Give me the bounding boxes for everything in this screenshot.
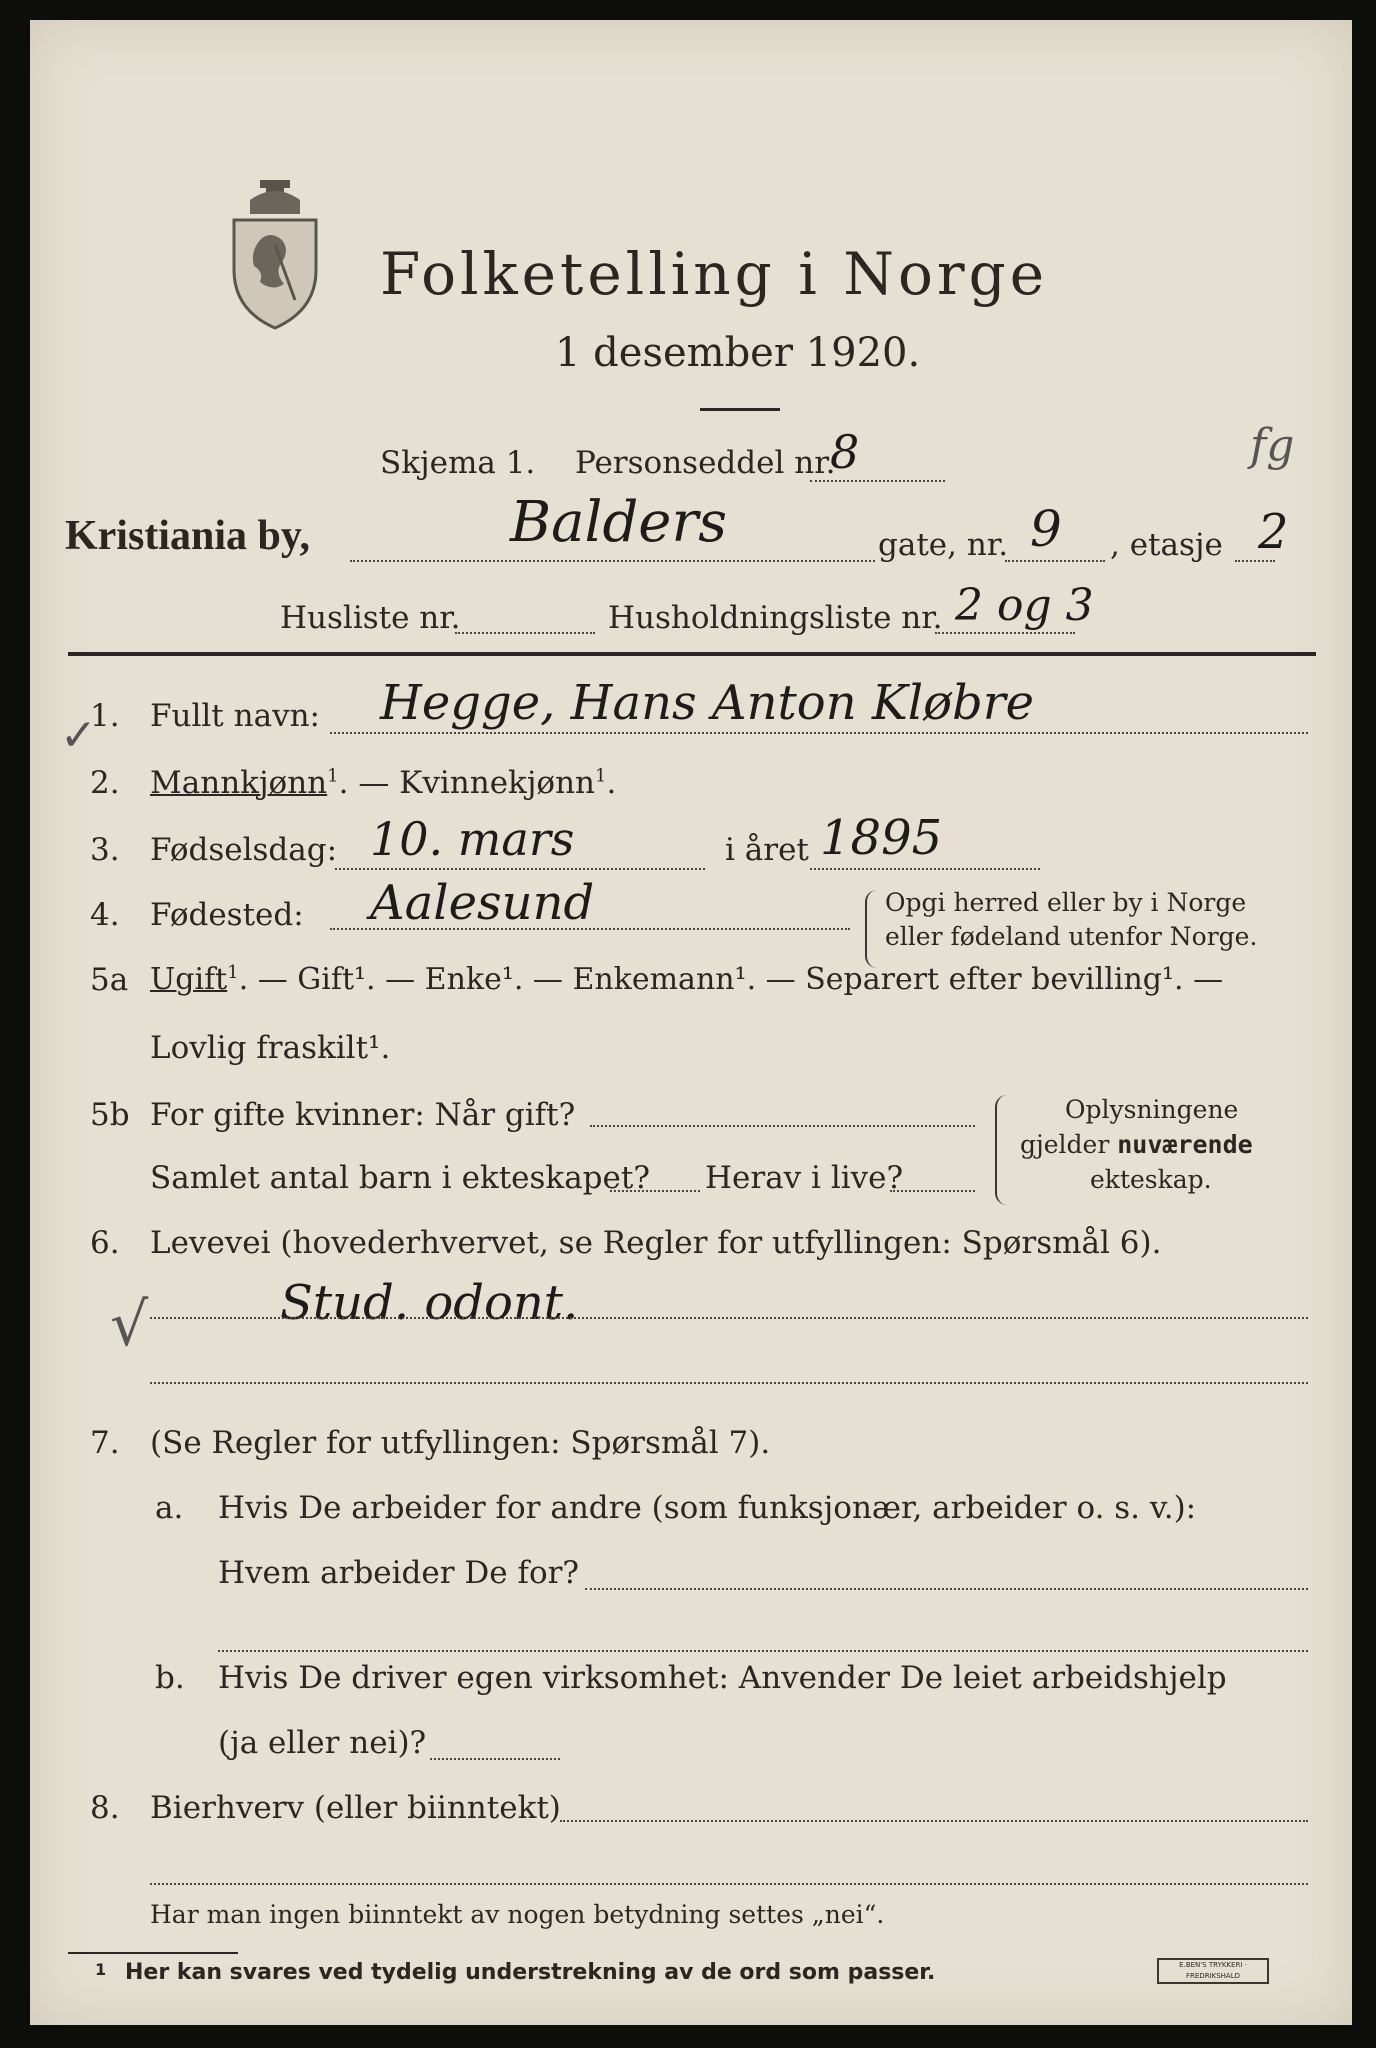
q7a-line-extra — [218, 1650, 1308, 1652]
q6-number: 6. — [90, 1225, 120, 1261]
q1-number: 1. — [90, 698, 120, 734]
q5b-married-line — [590, 1125, 975, 1127]
full-name-value[interactable]: Hegge, Hans Anton Kløbre — [380, 675, 1035, 731]
q2-number: 2. — [90, 765, 120, 801]
husholdning-line — [935, 632, 1075, 634]
q7a-number: a. — [155, 1490, 184, 1526]
option-kvinnekjonn[interactable]: Kvinnekjønn — [399, 765, 596, 801]
q7b-number: b. — [155, 1660, 185, 1696]
header-rule — [68, 652, 1316, 656]
birth-date-value[interactable]: 10. mars — [370, 812, 575, 866]
husholdning-value[interactable]: 2 og 3 — [955, 580, 1094, 631]
coat-of-arms-icon — [220, 170, 330, 330]
q4-note-1: Opgi herred eller by i Norge — [885, 888, 1247, 917]
q5b-children-line — [610, 1190, 700, 1192]
checkmark-icon: √ — [110, 1290, 149, 1360]
street-value[interactable]: Balders — [510, 490, 727, 555]
birth-year-value[interactable]: 1895 — [820, 810, 943, 866]
q3-number: 3. — [90, 832, 120, 868]
etasje-label: , etasje — [1110, 527, 1223, 563]
q7-label: (Se Regler for utfyllingen: Spørsmål 7). — [150, 1425, 771, 1461]
form-title: Folketelling i Norge — [380, 240, 1049, 308]
q1-line — [330, 732, 1308, 734]
q8-label: Bierhverv (eller biinntekt) — [150, 1790, 561, 1826]
q4-brace — [865, 890, 877, 968]
q5b-note-3: ekteskap. — [1090, 1165, 1212, 1194]
q5b-line-2b: Herav i live? — [705, 1160, 904, 1196]
census-form — [30, 20, 1352, 2025]
q4-note-2: eller fødeland utenfor Norge. — [885, 922, 1258, 951]
option-ugift[interactable]: Ugift — [150, 962, 228, 997]
footnote-mark: 1 — [95, 1960, 107, 1979]
option-mannkjonn[interactable]: Mannkjønn — [150, 765, 328, 801]
q5b-brace — [995, 1095, 1009, 1205]
q7a-line-1: Hvis De arbeider for andre (som funksjonær, arbeider o. s. v.): — [218, 1490, 1197, 1526]
q2-options: Mannkjønn$^1$. — Kvinnekjønn$^1$. — [150, 765, 617, 801]
title-divider — [700, 408, 780, 411]
footnote-text: Her kan svares ved tydelig understrekning av de ord som passer. — [125, 1960, 936, 1985]
husliste-line — [455, 632, 595, 634]
city-label: Kristiania by, — [65, 513, 311, 559]
q4-label: Fødested: — [150, 897, 304, 933]
q3-label: Fødselsdag: — [150, 832, 338, 868]
q7a-line — [585, 1588, 1308, 1590]
husholdning-label: Husholdningsliste nr. — [608, 600, 943, 636]
gate-nr-value[interactable]: 9 — [1030, 500, 1062, 558]
q8-number: 8. — [90, 1790, 120, 1826]
q6-label: Levevei (hovederhvervet, se Regler for utfyllingen: Spørsmål 6). — [150, 1225, 1162, 1261]
q7-number: 7. — [90, 1425, 120, 1461]
husliste-label: Husliste nr. — [280, 600, 461, 636]
etasje-line — [1235, 560, 1275, 562]
occupation-value[interactable]: Stud. odont. — [280, 1275, 579, 1331]
q5a-options: Ugift$^1$. — Gift¹. — Enke¹. — Enkemann¹. — Separert efter bevilling¹. — — [150, 962, 1224, 997]
form-date: 1 desember 1920. — [555, 330, 921, 376]
margin-note: fg — [1250, 420, 1295, 471]
q6-line-1 — [150, 1317, 1308, 1319]
q7a-line-2: Hvem arbeider De for? — [218, 1555, 580, 1591]
skjema-label: Skjema 1. — [380, 445, 536, 481]
q3-year-label: i året — [725, 832, 809, 868]
etasje-value[interactable]: 2 — [1258, 504, 1289, 560]
q5a-number: 5a — [90, 962, 129, 998]
street-line — [350, 560, 875, 562]
q5b-line-2a: Samlet antal barn i ekteskapet? — [150, 1160, 650, 1196]
q7b-line-2: (ja eller nei)? — [218, 1725, 427, 1761]
gate-label: gate, nr. — [878, 527, 1009, 563]
q3-date-line — [335, 868, 705, 870]
q5b-line-1: For gifte kvinner: Når gift? — [150, 1097, 576, 1133]
personseddel-value[interactable]: 8 — [830, 425, 860, 479]
q3-year-line — [810, 868, 1040, 870]
q5b-number: 5b — [90, 1097, 130, 1133]
q8-line-extra — [150, 1883, 1308, 1885]
gate-nr-line — [1005, 560, 1105, 562]
q1-label: Fullt navn: — [150, 698, 320, 734]
footnote-rule — [68, 1952, 238, 1954]
personseddel-label: Personseddel nr. — [575, 445, 836, 481]
birthplace-value[interactable]: Aalesund — [370, 875, 595, 931]
q5b-alive-line — [890, 1190, 975, 1192]
q5b-note-2: gjelder nuværende — [1020, 1130, 1253, 1159]
q7b-line — [430, 1758, 560, 1760]
q5b-note-1: Oplysningene — [1065, 1095, 1239, 1124]
q8-line — [560, 1820, 1308, 1822]
q4-number: 4. — [90, 897, 120, 933]
q7b-line-1: Hvis De driver egen virksomhet: Anvender De leiet arbeidshjelp — [218, 1660, 1227, 1696]
q6-line-2 — [150, 1382, 1308, 1384]
checkmark-icon: ✓ — [60, 710, 97, 761]
personseddel-line — [810, 480, 945, 482]
q5a-line-2: Lovlig fraskilt¹. — [150, 1030, 391, 1066]
nei-note: Har man ingen biinntekt av nogen betydning settes „nei“. — [150, 1900, 885, 1929]
printer-stamp: E.BEN'S TRYKKERI · FREDRIKSHALD — [1157, 1958, 1269, 1984]
